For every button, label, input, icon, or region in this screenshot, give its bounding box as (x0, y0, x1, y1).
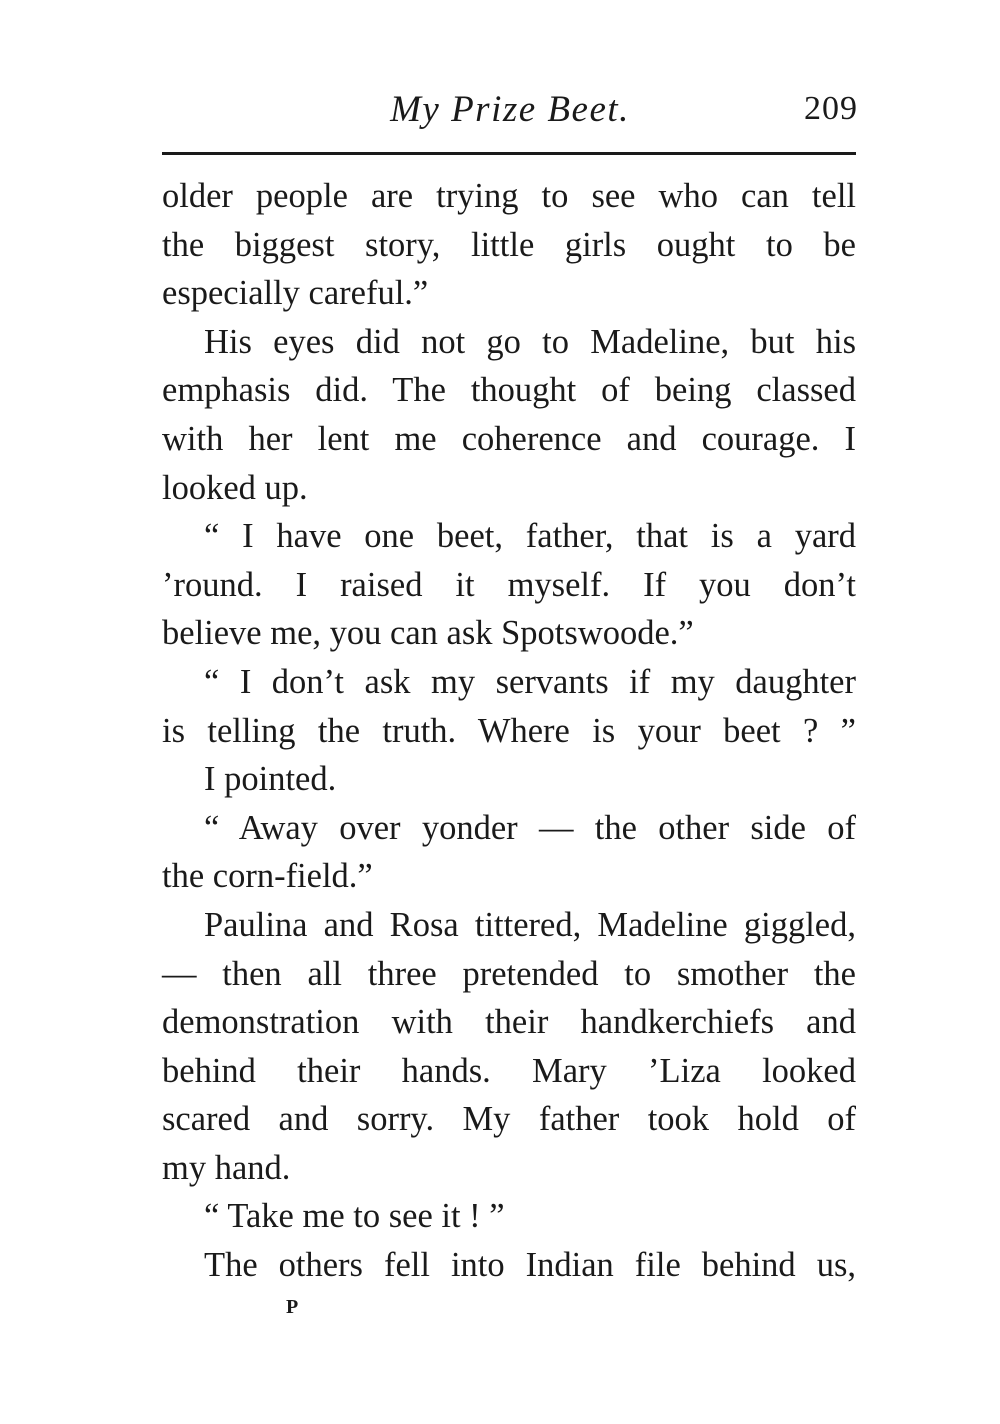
text-line: the corn-field.” (162, 857, 373, 896)
text-line: older people are trying to see who can tell (162, 177, 856, 215)
text-line: my hand. (162, 1148, 291, 1187)
text-line: “ I don’t ask my servants if my daughter (204, 662, 856, 701)
text-line: emphasis did. The thought of being classed (162, 371, 856, 410)
text-line: His eyes did not go to Madeline, but his (204, 322, 856, 361)
text-line: with her lent me coherence and courage. I (162, 419, 856, 458)
running-title: My Prize Beet. (390, 89, 630, 130)
text-line: “ Away over yonder — the other side of (204, 808, 856, 847)
running-head (162, 88, 858, 138)
text-line: ’round. I raised it myself. If you don’t (162, 565, 856, 604)
text-line: demonstration with their handkerchiefs and (162, 1003, 856, 1042)
text-line: looked up. (162, 468, 308, 507)
text-line: Paulina and Rosa tittered, Madeline giggled, (204, 905, 856, 944)
header-rule (162, 152, 856, 155)
text-line: especially careful.” (162, 274, 429, 313)
page-number: 209 (804, 90, 858, 127)
text-line: behind their hands. Mary ’Liza looked (162, 1051, 856, 1090)
text-line: the biggest story, little girls ought to be (162, 225, 856, 264)
signature-mark: P (286, 1296, 299, 1318)
text-line: “ I have one beet, father, that is a yard (204, 517, 856, 556)
text-line: is telling the truth. Where is your beet ? ” (162, 711, 856, 750)
text-line: I pointed. (204, 760, 337, 799)
text-line: The others fell into Indian file behind us, (204, 1246, 856, 1285)
text-line: believe me, you can ask Spotswoode.” (162, 614, 694, 653)
body-text (162, 172, 856, 1290)
text-line: — then all three pretended to smother the (162, 954, 856, 993)
text-line: scared and sorry. My father took hold of (162, 1100, 856, 1139)
text-line: “ Take me to see it ! ” (204, 1197, 505, 1236)
